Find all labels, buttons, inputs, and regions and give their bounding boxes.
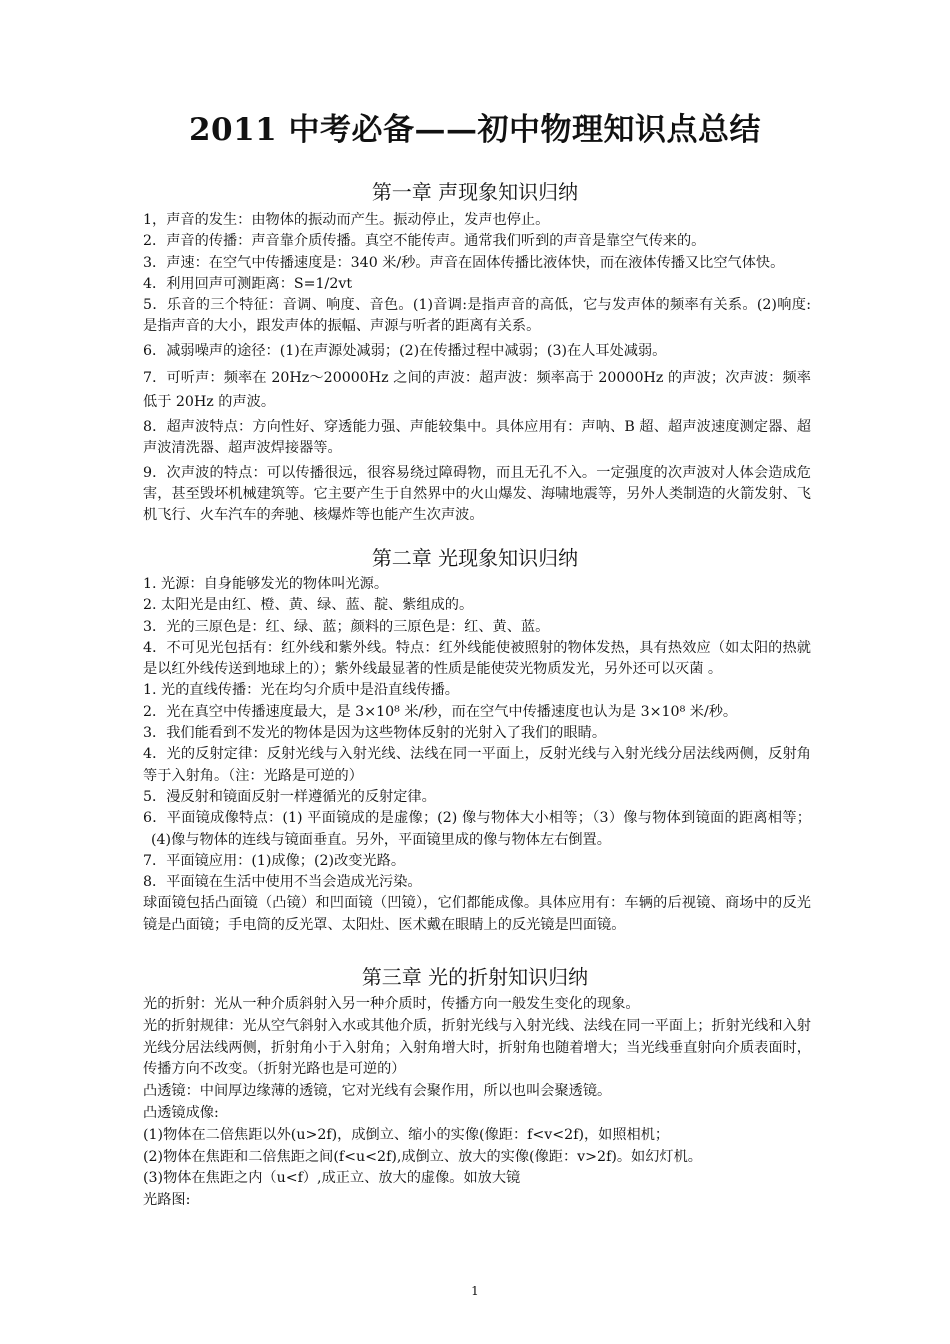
paragraph: 3．光的三原色是：红、绿、蓝；颜料的三原色是：红、黄、蓝。	[143, 618, 550, 635]
page-number: 1	[471, 1284, 479, 1298]
chapter-3-body	[143, 994, 811, 1212]
paragraph: 1. 光的直线传播：光在均匀介质中是沿直线传播。	[143, 682, 459, 699]
paragraph: 1. 光源：自身能够发光的物体叫光源。	[143, 576, 389, 592]
paragraph: 4．光的反射定律：反射光线与入射光线、法线在同一平面上，反射光线与入射光线分居法线两侧，反射角等于入射角。（注：光路是可逆的）	[143, 746, 811, 784]
paragraph: 2．声音的传播：声音靠介质传播。真空不能传声。通常我们听到的声音是靠空气传来的。	[143, 233, 706, 250]
document-title: 2011 中考必备——初中物理知识点总结	[188, 112, 762, 148]
paragraph: 光的折射：光从一种介质斜射入另一种介质时，传播方向一般发生变化的现象。	[143, 996, 640, 1012]
paragraph: 2．光在真空中传播速度最大，是 3×10⁸ 米/秒，而在空气中传播速度也认为是 3×10⁸ 米/秒。	[143, 703, 738, 720]
paragraph: (2)物体在焦距和二倍焦距之间(f<u<2f),成倒立、放大的实像(像距：v>2f)。如幻灯机。	[143, 1148, 702, 1165]
paragraph: 5．乐音的三个特征：音调、响度、音色。(1)音调:是指声音的高低，它与发声体的频率有关系。(2)响度:是指声音的大小，跟发声体的振幅、声源与听者的距离有关系。	[143, 297, 811, 335]
paragraph: 9．次声波的特点：可以传播很远，很容易绕过障碍物，而且无孔不入。一定强度的次声波对人体会造成危害，甚至毁坏机械建筑等。它主要产生于自然界中的火山爆发、海啸地震等，另外人类制造的火箭发射、飞机飞行、火车汽车的奔驰、核爆炸等也能产生次声波。	[143, 464, 811, 524]
paragraph: 5．漫反射和镜面反射一样遵循光的反射定律。	[143, 788, 436, 805]
chapter-1-body	[143, 210, 811, 527]
paragraph: 凸透镜：中间厚边缘薄的透镜，它对光线有会聚作用，所以也叫会聚透镜。	[143, 1083, 612, 1100]
chapter-2-heading: 第二章 光现象知识归纳	[371, 546, 579, 570]
paragraph: 7．平面镜应用：(1)成像；(2)改变光路。	[143, 852, 406, 869]
paragraph: 7．可听声：频率在 20Hz～20000Hz 之间的声波：超声波：频率高于 20000Hz 的声波；次声波：频率低于 20Hz 的声波。	[143, 370, 811, 411]
chapter-1-heading: 第一章 声现象知识归纳	[371, 180, 579, 204]
chapter-3-heading: 第三章 光的折射知识归纳	[361, 965, 589, 989]
paragraph: 6．平面镜成像特点：(1) 平面镜成的是虚像；(2) 像与物体大小相等；（3）像与物体到镜面的距离相等；(4)像与物体的连线与镜面垂直。另外，平面镜里成的像与物体左右倒置。	[143, 810, 811, 848]
paragraph: 8．超声波特点：方向性好、穿透能力强、声能较集中。具体应用有：声呐、B 超、超声波速度测定器、超声波清洗器、超声波焊接器等。	[143, 419, 811, 457]
paragraph: 3．声速：在空气中传播速度是：340 米/秒。声音在固体传播比液体快，而在液体传播又比空气体快。	[143, 254, 785, 271]
paragraph: 1，声音的发生：由物体的振动而产生。振动停止，发声也停止。	[143, 212, 550, 228]
paragraph: 8．平面镜在生活中使用不当会造成光污染。	[143, 874, 422, 891]
paragraph: 光的折射规律：光从空气斜射入水或其他介质，折射光线与入射光线、法线在同一平面上；折射光线和入射光线分居法线两侧，折射角小于入射角；入射角增大时，折射角也随着增大；当光线垂直射向介质表面时，传播方向不改变。（折射光路也是可逆的）	[143, 1017, 811, 1078]
chapter-2-body	[143, 574, 811, 936]
paragraph: 6．减弱噪声的途径：(1)在声源处减弱；(2)在传播过程中减弱；(3)在人耳处减弱。	[143, 342, 667, 359]
paragraph: 4．利用回声可测距离：S=1/2vt	[143, 275, 353, 292]
paragraph: 4．不可见光包括有：红外线和紫外线。特点：红外线能使被照射的物体发热，具有热效应（如太阳的热就是以红外线传送到地球上的）；紫外线最显著的性质是能使荧光物质发光，另外还可以灭菌 。	[143, 639, 811, 678]
paragraph: 凸透镜成像:	[143, 1104, 219, 1121]
paragraph: (1)物体在二倍焦距以外(u>2f)，成倒立、缩小的实像(像距：f<v<2f)，如照相机；	[143, 1126, 670, 1143]
paragraph: 球面镜包括凸面镜（凸镜）和凹面镜（凹镜），它们都能成像。具体应用有：车辆的后视镜、商场中的反光镜是凸面镜；手电筒的反光罩、太阳灶、医术戴在眼睛上的反光镜是凹面镜。	[143, 895, 811, 933]
paragraph: 光路图:	[143, 1192, 191, 1209]
paragraph: (3)物体在焦距之内（u<f）,成正立、放大的虚像。如放大镜	[143, 1170, 521, 1187]
paragraph: 2. 太阳光是由红、橙、黄、绿、蓝、靛、紫组成的。	[143, 597, 474, 614]
paragraph: 3．我们能看到不发光的物体是因为这些物体反射的光射入了我们的眼睛。	[143, 725, 607, 742]
